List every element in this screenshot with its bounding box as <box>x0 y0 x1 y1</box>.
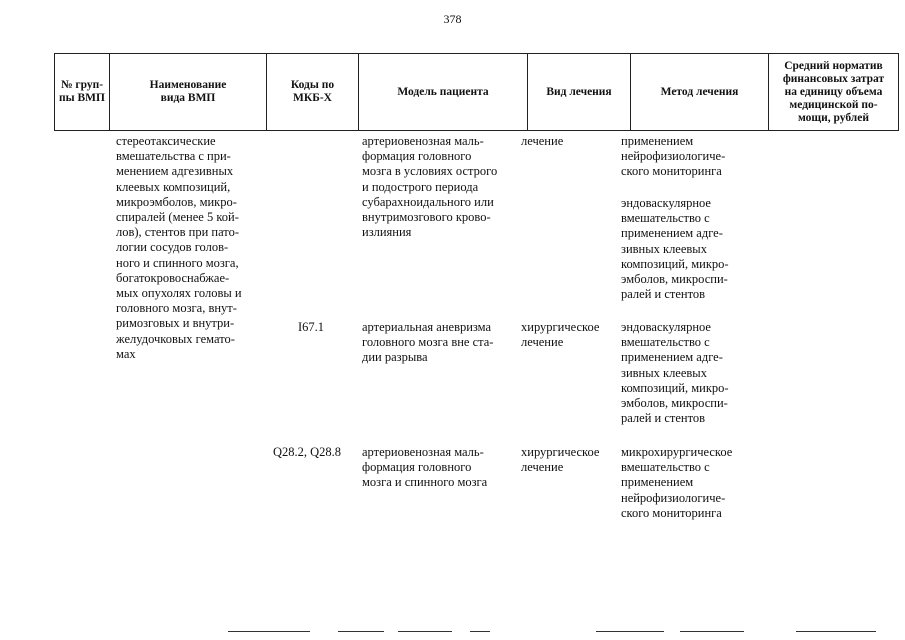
scan-artifact-line <box>680 631 744 632</box>
row2-icd-code: I67.1 <box>298 320 325 334</box>
scan-artifact-line <box>228 631 310 632</box>
table-header <box>54 53 899 131</box>
header-cost-standard: Средний норматив финансовых затрат на единицу объема медицинской по- мощи, рублей <box>769 54 899 131</box>
row3-patient-model: артериовенозная маль- формация головного мозга и спинного мозга <box>362 445 488 490</box>
header-patient-model: Модель пациента <box>359 54 528 131</box>
scan-artifact-line <box>596 631 664 632</box>
vmp-name-cell: стереотаксические вмешательства с при- менением адгезивных клеевых композиций, микроэмболов, микро- спиралей (менее 5 кой- лов), стентов при пато- логии сосудов голов- ного и спинного мозга, богатокровоснабжае- мых опухолях головы и головного мозга, внут- римозговых и внутри- желудочковых гемато- мах <box>116 134 242 361</box>
scan-artifact-line <box>398 631 452 632</box>
row1-method-a: применением нейрофизиологиче- ского мониторинга <box>621 134 726 179</box>
row3-method: микрохирургическое вмешательство с применением нейрофизиологиче- ского мониторинга <box>621 445 733 520</box>
page-number: 378 <box>443 12 462 26</box>
row2-patient-model: артериальная аневризма головного мозга вне ста- дии разрыва <box>362 320 494 365</box>
header-treatment-method: Метод лечения <box>631 54 769 131</box>
row1-method-b: эндоваскулярное вмешательство с применением адге- зивных клеевых композиций, микро- эмболов, микроспи- ралей и стентов <box>621 196 729 302</box>
header-treatment-type: Вид лечения <box>528 54 631 131</box>
row2-treatment-type: хирургическое лечение <box>521 320 600 350</box>
scan-artifact-line <box>470 631 490 632</box>
scan-artifact-line <box>796 631 876 632</box>
row1-patient-model: артериовенозная маль- формация головного мозга в условиях острого и подострого периода субарахноидального или внутримозгового крово- излияния <box>362 134 498 240</box>
row3-icd-code: Q28.2, Q28.8 <box>273 445 342 459</box>
header-group-number: № груп- пы ВМП <box>55 54 110 131</box>
scan-artifact-line <box>338 631 384 632</box>
header-icd-codes: Коды по МКБ-Х <box>267 54 359 131</box>
row2-method: эндоваскулярное вмешательство с применением адге- зивных клеевых композиций, микро- эмболов, микроспи- ралей и стентов <box>621 320 729 426</box>
header-vmp-name: Наименование вида ВМП <box>110 54 267 131</box>
row1-treatment-type: лечение <box>521 134 564 148</box>
row3-treatment-type: хирургическое лечение <box>521 445 600 475</box>
